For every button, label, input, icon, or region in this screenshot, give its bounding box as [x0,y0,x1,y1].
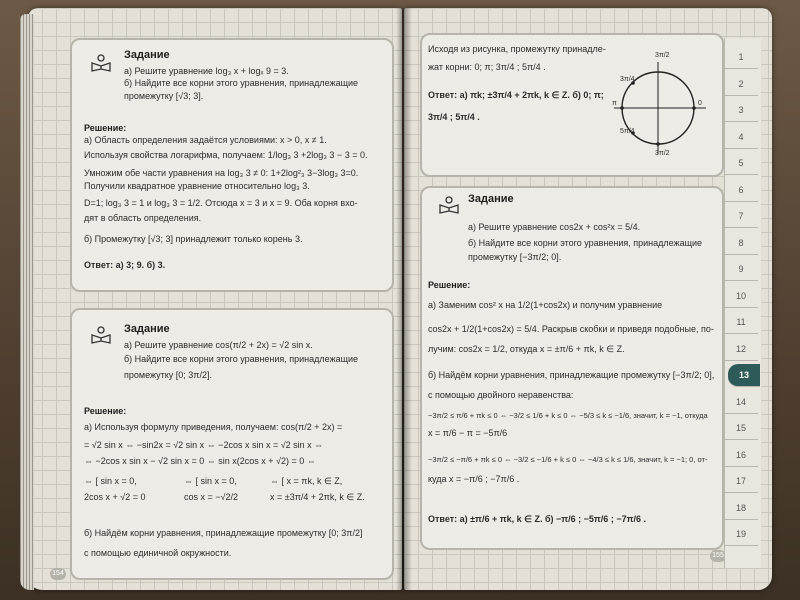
reading-person-icon [90,326,112,344]
thumb-tab[interactable]: 4 [724,126,758,149]
task-2-solution-line: б) Найдём корни уравнения, принадлежащие промежутку [0; 3π/2] [84,528,363,538]
thumb-tab[interactable]: 6 [724,179,758,202]
reading-person-icon [438,196,460,214]
task-1-part-b-interval: промежутку [√3; 3]. [124,91,204,101]
thumb-tab[interactable]: 7 [724,205,758,228]
task-3-answer: Ответ: а) ±π/6 + πk, k ∈ Z. б) −π/6 ; −5π/6 ; −7π/6 . [428,514,646,524]
continuation-answer: 3π/4 ; 5π/4 . [428,112,480,122]
continuation-line: Исходя из рисунка, промежутку принадле- [428,44,606,54]
task-1-part-b: б) Найдите все корни этого уравнения, принадлежащие [124,78,359,88]
thumb-tab[interactable]: 5 [724,152,758,175]
task-3-solution-line: а) Заменим cos² x на 1/2(1+cos2x) и получим уравнение [428,300,663,310]
reading-person-icon [90,54,112,72]
thumb-tab[interactable]: 19 [724,523,758,546]
continuation-answer: Ответ: а) πk; ±3π/4 + 2πk, k ∈ Z. б) 0; π; [428,90,604,100]
task-3-solution-line: куда x = −π/6 ; −7π/6 . [428,474,520,484]
task-2-solution-line: ⇔ −2cos x sin x − √2 sin x = 0 ⇔ sin x(2cos x + √2) = 0 ⇔ [84,456,316,466]
task-1-solution-line: Используя свойства логарифма, получаем: 1/log₃ 3 +2log₃ 3 − 3 = 0. [84,150,368,160]
task-1-solution-label: Решение: [84,123,127,133]
circle-label: 5π/4 [620,128,635,135]
thumb-tab[interactable]: 3 [724,99,758,122]
circle-label: 3π/4 [620,76,635,83]
thumb-tab[interactable]: 17 [724,470,758,493]
task-3-solution-line: x = π/6 − π = −5π/6 [428,428,508,438]
task-1-answer: Ответ: а) 3; 9. б) 3. [84,260,166,270]
task-3-solution-line: с помощью двойного неравенства: [428,390,574,400]
task-1-solution-line: D=1; log₃ 3 = 1 и log₃ 3 = 1/2. Отсюда x = 3 и x = 9. Оба корня вхо- [84,198,358,208]
task-2-system-1-line: ⇔ [ sin x = 0, [84,476,137,486]
circle-label: π [612,100,617,107]
circle-label: 3π/2 [655,150,670,157]
thumb-tab[interactable]: 12 [724,338,758,361]
task-1-solution-line: Умножим обе части уравнения на log₃ 3 ≠ 0: 1+2log²₃ 3−3log₃ 3=0. [84,168,359,178]
task-3-solution-label: Решение: [428,280,471,290]
task-2-system-3-line: ⇔ [ x = πk, k ∈ Z, [270,476,343,486]
task-3-solution-line: cos2x + 1/2(1+cos2x) = 5/4. Раскрыв скобки и приведя подобные, по- [428,324,714,334]
task-1-part-a: а) Решите уравнение log₃ x + logₓ 9 = 3. [124,66,289,76]
task-2-solution-line: = √2 sin x ⇔ −sin2x = √2 sin x ⇔ −2cos x sin x = √2 sin x ⇔ [84,440,324,450]
task-2-solution-line: а) Используя формулу приведения, получаем: cos(π/2 + 2x) = [84,422,343,432]
thumb-tab[interactable]: 1 [724,46,758,69]
task-3-part-b: б) Найдите все корни этого уравнения, принадлежащие [468,238,703,248]
page-number-left: 154 [50,568,66,580]
task-3-part-a: а) Решите уравнение cos2x + cos²x = 5/4. [468,222,641,232]
thumb-tab[interactable]: 2 [724,73,758,96]
task-3-solution-line: −3π/2 ≤ −π/6 + πk ≤ 0 ⇔ −3/2 ≤ −1/6 + k ≤ 0 ⇔ −4/3 ≤ k ≤ 1/6, значит, k = −1; 0, от- [428,455,708,464]
task-3-solution-line: б) Найдём корни уравнения, принадлежащие промежутку [−3π/2; 0], [428,370,715,380]
task-3-solution-line: лучим: cos2x = 1/2, откуда x = ±π/6 + πk, k ∈ Z. [428,344,625,354]
page-stack-edges [20,14,34,590]
task-2-system-1-line: 2cos x + √2 = 0 [84,492,146,502]
task-3-solution-line: −3π/2 ≤ π/6 + πk ≤ 0 ⇔ −3/2 ≤ 1/6 + k ≤ 0 ⇔ −5/3 ≤ k ≤ −1/6, значит, k = −1, откуда [428,411,708,420]
task-2-system-3-line: x = ±3π/4 + 2πk, k ∈ Z. [270,492,365,502]
thumb-tab[interactable]: 9 [724,258,758,281]
task-3-title: Задание [468,193,514,205]
thumb-tab[interactable]: 10 [724,285,758,308]
task-2-part-a: а) Решите уравнение cos(π/2 + 2x) = √2 sin x. [124,340,313,350]
task-1-solution-line: б) Промежутку [√3; 3] принадлежит только корень 3. [84,234,303,244]
task-2-solution-line: с помощью единичной окружности. [84,548,232,558]
task-2-part-b: б) Найдите все корни этого уравнения, принадлежащие [124,354,359,364]
circle-label: 0 [698,100,702,107]
task-1-title: Задание [124,49,170,61]
task-2-part-b-interval: промежутку [0; 3π/2]. [124,370,212,380]
task-2-title: Задание [124,323,170,335]
thumb-tab[interactable]: 16 [724,444,758,467]
thumb-tab[interactable]: 8 [724,232,758,255]
open-book [20,8,780,590]
task-2-system-2-line: ⇔ [ sin x = 0, [184,476,237,486]
task-2-solution-label: Решение: [84,406,127,416]
task-1-solution-line: Получили квадратное уравнение относительно log₃ 3. [84,181,310,191]
thumb-tab[interactable]: 13 [728,364,760,387]
thumb-tab[interactable]: 18 [724,497,758,520]
thumb-tab[interactable]: 14 [724,391,758,414]
task-3-part-b-interval: промежутку [−3π/2; 0]. [468,252,562,262]
thumb-tab[interactable]: 15 [724,417,758,440]
task-1-solution-line: а) Область определения задаётся условиями: x > 0, x ≠ 1. [84,135,327,145]
circle-label: 3π/2 [655,52,670,59]
task-1-solution-line: дят в область определения. [84,213,202,223]
page-number-right: 155 [710,550,726,562]
continuation-line: жат корни: 0; π; 3π/4 ; 5π/4 . [428,62,546,72]
task-2-system-2-line: cos x = −√2/2 [184,492,238,502]
thumb-tab[interactable]: 11 [724,311,758,334]
